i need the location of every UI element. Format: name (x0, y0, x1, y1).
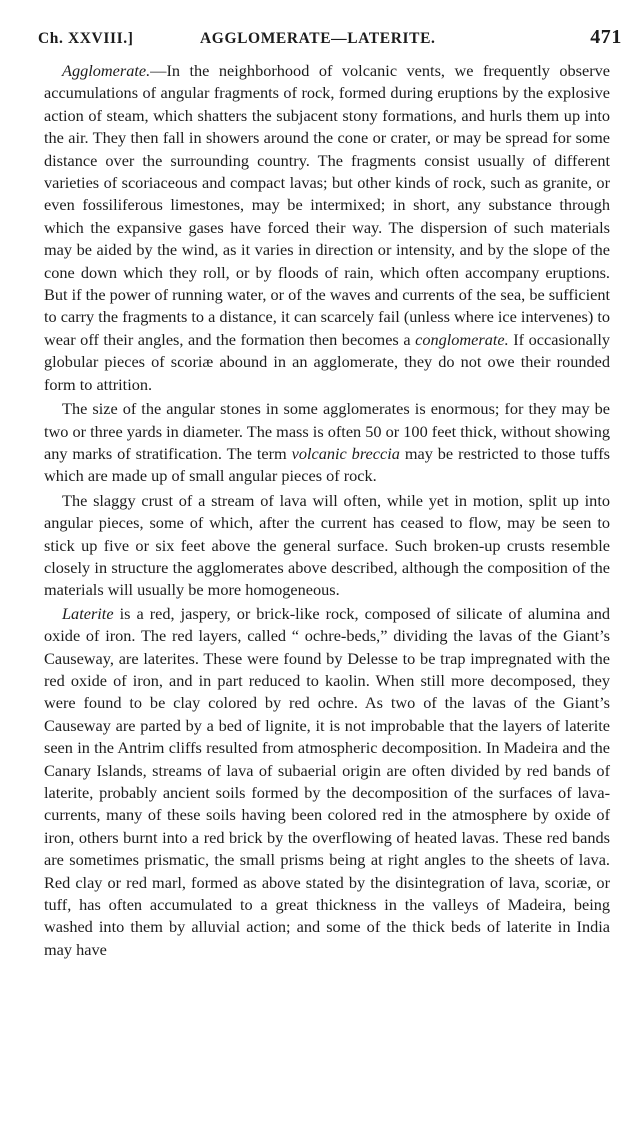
term-conglomerate: conglomerate. (415, 329, 509, 349)
paragraph-text: is a red, jaspery, or brick-like rock, composed of silicate of alumina and oxide of iron. The red layers, called “ ochre-beds,” dividing the lavas of the Giant’s Causeway, are laterites. These were found by Delesse to be trap impregnated with the red oxide of iron, and in part reduced to kaolin. When still more decomposed, they were found to be clay colored by red ochre. As two of the lavas of the Giant’s Causeway are parted by a bed of lignite, it is not improbable that the layers of laterite seen in the Antrim cliffs resulted from atmospheric decomposition. In Madeira and the Canary Islands, streams of lava of subaerial origin are often divided by red bands of laterite, probably ancient soils formed by the decomposition of the surfaces of lava-currents, many of these soils having been colored red in the atmosphere by oxide of iron, others burnt into a red brick by the overflowing of heated lavas. These red bands are sometimes prismatic, the small prisms being at right angles to the sheets of lava. Red clay or red marl, formed as above stated by the disintegration of lava, scoriæ, or tuff, has often accumulated to a great thickness in the valleys of Madeira, being washed into them by alluvial action; and some of the thick beds of laterite in India may have (44, 603, 610, 959)
page-number: 471 (590, 26, 622, 48)
book-page (38, 26, 622, 961)
term-volcanic-breccia: volcanic breccia (291, 443, 400, 463)
paragraph-text: If occasionally globular pieces of scoriæ abound in an agglomerate, they do not owe their rounded form to attrition. (44, 329, 610, 394)
paragraph-text: —In the neighborhood of volcanic vents, we frequently observe accumulations of angular fragments of rock, formed during eruptions by the explosive action of steam, which shatters the subjacent stony formations, and hurls them up into the air. They then fall in showers around the cone or crater, or may be spread for some distance over the surrounding country. The fragments consist usually of different varieties of scoriaceous and compact lavas; but other kinds of rock, such as granite, or even fossiliferous limestones, may be intermixed; in short, any substance through which the expansive gases have forced their way. The dispersion of such materials may be aided by the wind, as it varies in direction or intensity, and by the slope of the cone down which they roll, or by floods of rain, which often accompany eruptions. But if the power of running water, or of the waves and currents of the sea, be sufficient to carry the fragments to a distance, it can scarcely fail (unless where ice intervenes) to wear off their angles, and the formation then becomes a (44, 61, 610, 349)
term-laterite: Laterite (62, 603, 114, 623)
paragraph-text: may be restricted to those tuffs which are made up of small angular pieces of rock. (44, 443, 610, 486)
paragraph-angular-stones (44, 398, 610, 488)
paragraph-text: The size of the angular stones in some agglomerates is enormous; for they may be two or three yards in diameter. The mass is often 50 or 100 feet thick, without showing any marks of stratification. The term (44, 399, 610, 463)
body-text (44, 60, 610, 961)
paragraph-laterite (44, 603, 610, 962)
term-agglomerate: Agglomerate. (62, 61, 151, 80)
chapter-reference: Ch. XXVIII.] (38, 30, 134, 47)
running-head (38, 26, 622, 60)
paragraph-text: The slaggy crust of a stream of lava will often, while yet in motion, split up into angular pieces, some of which, after the current has ceased to flow, may be seen to stick up five or six feet above the general surface. Such broken-up crusts resemble closely in structure the agglomerates above described, although the composition of the materials will usually be more homogeneous. (44, 490, 610, 600)
page-title: AGGLOMERATE—LATERITE. (200, 30, 436, 47)
paragraph-slaggy-crust (44, 490, 610, 602)
paragraph-agglomerate (44, 60, 610, 396)
